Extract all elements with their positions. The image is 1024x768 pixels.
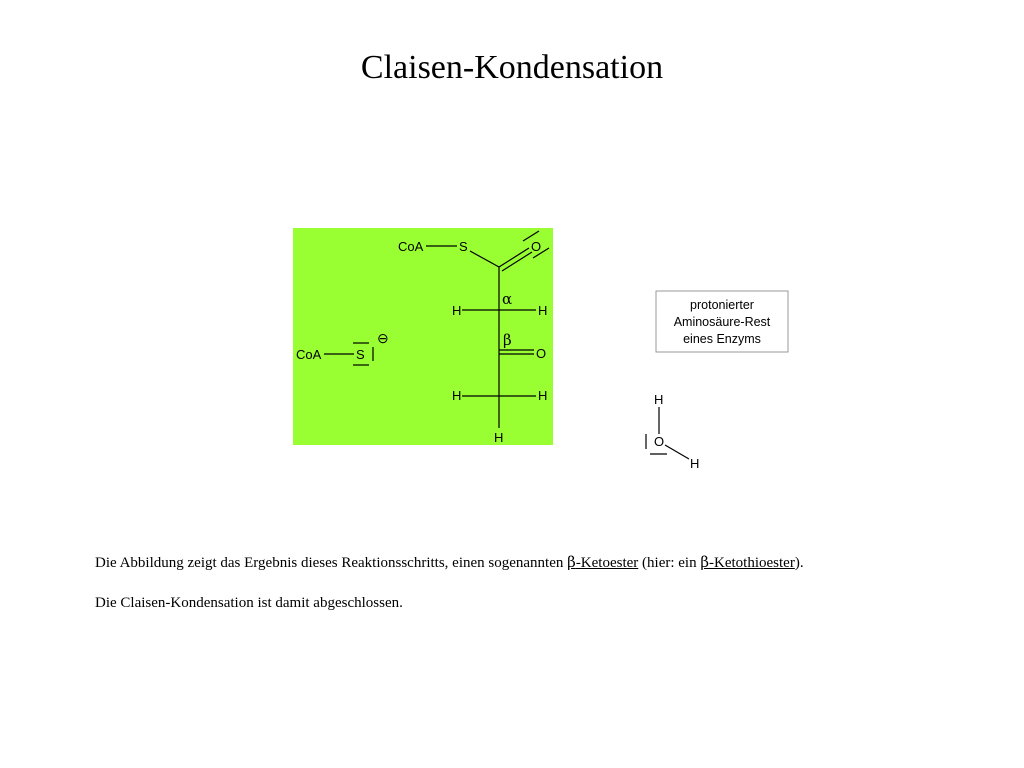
h-c3-right-label: H [538, 388, 548, 403]
caption-text-1: Die Abbildung zeigt das Ergebnis dieses Reaktionsschritts, einen sogenannten [95, 555, 568, 571]
bond-water-h-bottom [665, 445, 689, 459]
h-alpha-left-label: H [452, 303, 462, 318]
negative-charge-label: ⊖ [377, 330, 389, 346]
h-alpha-right-label: H [538, 303, 548, 318]
caption-text-3: ). [794, 555, 804, 571]
s-top-label: S [459, 239, 468, 254]
caption-text-2: (hier: ein [638, 555, 701, 571]
caption-line-1 [95, 552, 975, 573]
caption-link-2-text: -Ketothioester [709, 555, 795, 571]
beta-ketoester-link[interactable] [567, 555, 638, 571]
enzyme-box-line3: eines Enzyms [683, 332, 761, 346]
s-thiolate-label: S [356, 347, 365, 362]
beta-label: β [503, 331, 512, 349]
enzyme-box-line2: Aminosäure-Rest [673, 315, 771, 329]
beta-ketothioester-link[interactable] [700, 555, 794, 571]
coa-top-label: CoA [398, 239, 424, 254]
h-c3-left-label: H [452, 388, 462, 403]
caption-link-1-text: -Ketoester [575, 555, 639, 571]
water-o-label: O [654, 434, 665, 449]
molecule-panel [293, 228, 553, 445]
caption-beta-2: β [700, 553, 710, 571]
coa-thiolate-label: CoA [296, 347, 322, 362]
o-carbonyl-beta-label: O [536, 346, 547, 361]
slide-title: Claisen-Kondensation [360, 49, 664, 86]
caption-beta-1: β [567, 553, 576, 571]
alpha-label: α [502, 290, 513, 308]
h-c3-bottom-label: H [494, 430, 504, 445]
caption-line-2: Die Claisen-Kondensation ist damit abgeschlossen. [95, 595, 403, 611]
enzyme-box-line1: protonierter [690, 298, 754, 312]
o-carbonyl-top-label: O [531, 239, 542, 254]
water-h-bottom-label: H [690, 456, 700, 471]
water-h-top-label: H [654, 392, 664, 407]
